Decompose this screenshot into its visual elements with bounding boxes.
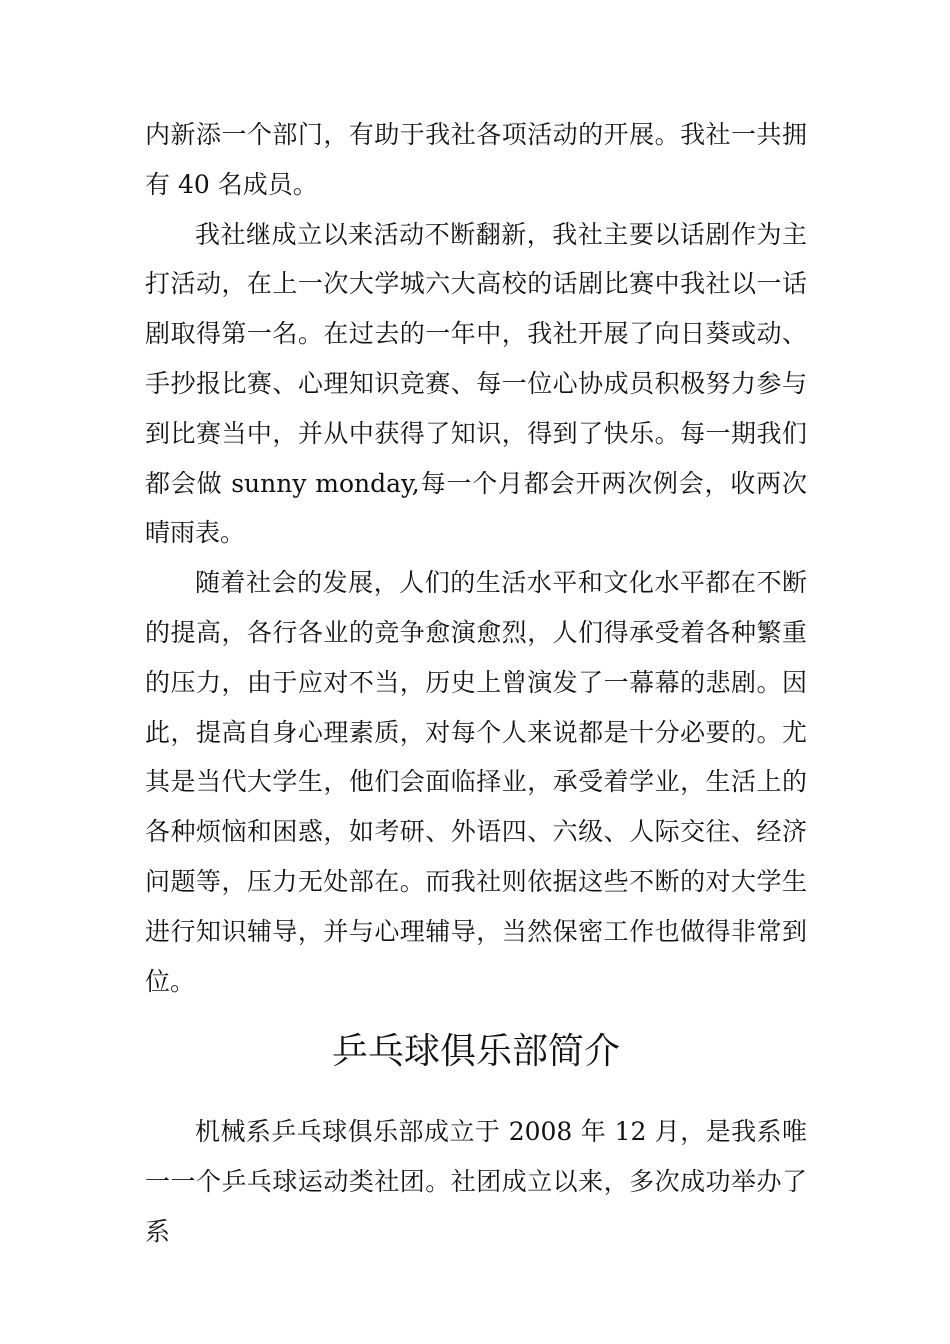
paragraph-activities: 我社继成立以来活动不断翻新，我社主要以话剧作为主打活动，在上一次大学城六大高校的话剧比赛中我社以一话剧取得第一名。在过去的一年中，我社开展了向日葵或动、手抄报比赛、心理知识竞赛、每一位心协成员积极努力参与到比赛当中，并从中获得了知识，得到了快乐。每一期我们都会做 sunny monday,每一个月都会开两次例会，收两次晴雨表。 [145, 219, 807, 548]
section-title: 乒乓球俱乐部简介 [331, 1031, 620, 1073]
document-body [145, 110, 807, 1257]
paragraph-continuation: 内新添一个部门，有助于我社各项活动的开展。我社一共拥有 40 名成员。 [145, 120, 807, 199]
paragraph-pressure: 随着社会的发展，人们的生活水平和文化水平都在不断的提高，各行各业的竞争愈演愈烈，人们得承受着各种繁重的压力，由于应对不当，历史上曾演发了一幕幕的悲剧。因此，提高自身心理素质，对每个人来说都是十分必要的。尤其是当代大学生，他们会面临择业，承受着学业，生活上的各种烦恼和困惑，如考研、外语四、六级、人际交往、经济问题等，压力无处部在。而我社则依据这些不断的对大学生进行知识辅导，并与心理辅导，当然保密工作也做得非常到位。 [145, 568, 807, 996]
paragraph-club-intro: 机械系乒乓球俱乐部成立于 2008 年 12 月，是我系唯一一个乒乓球运动类社团。社团成立以来，多次成功举办了系 [145, 1117, 807, 1246]
